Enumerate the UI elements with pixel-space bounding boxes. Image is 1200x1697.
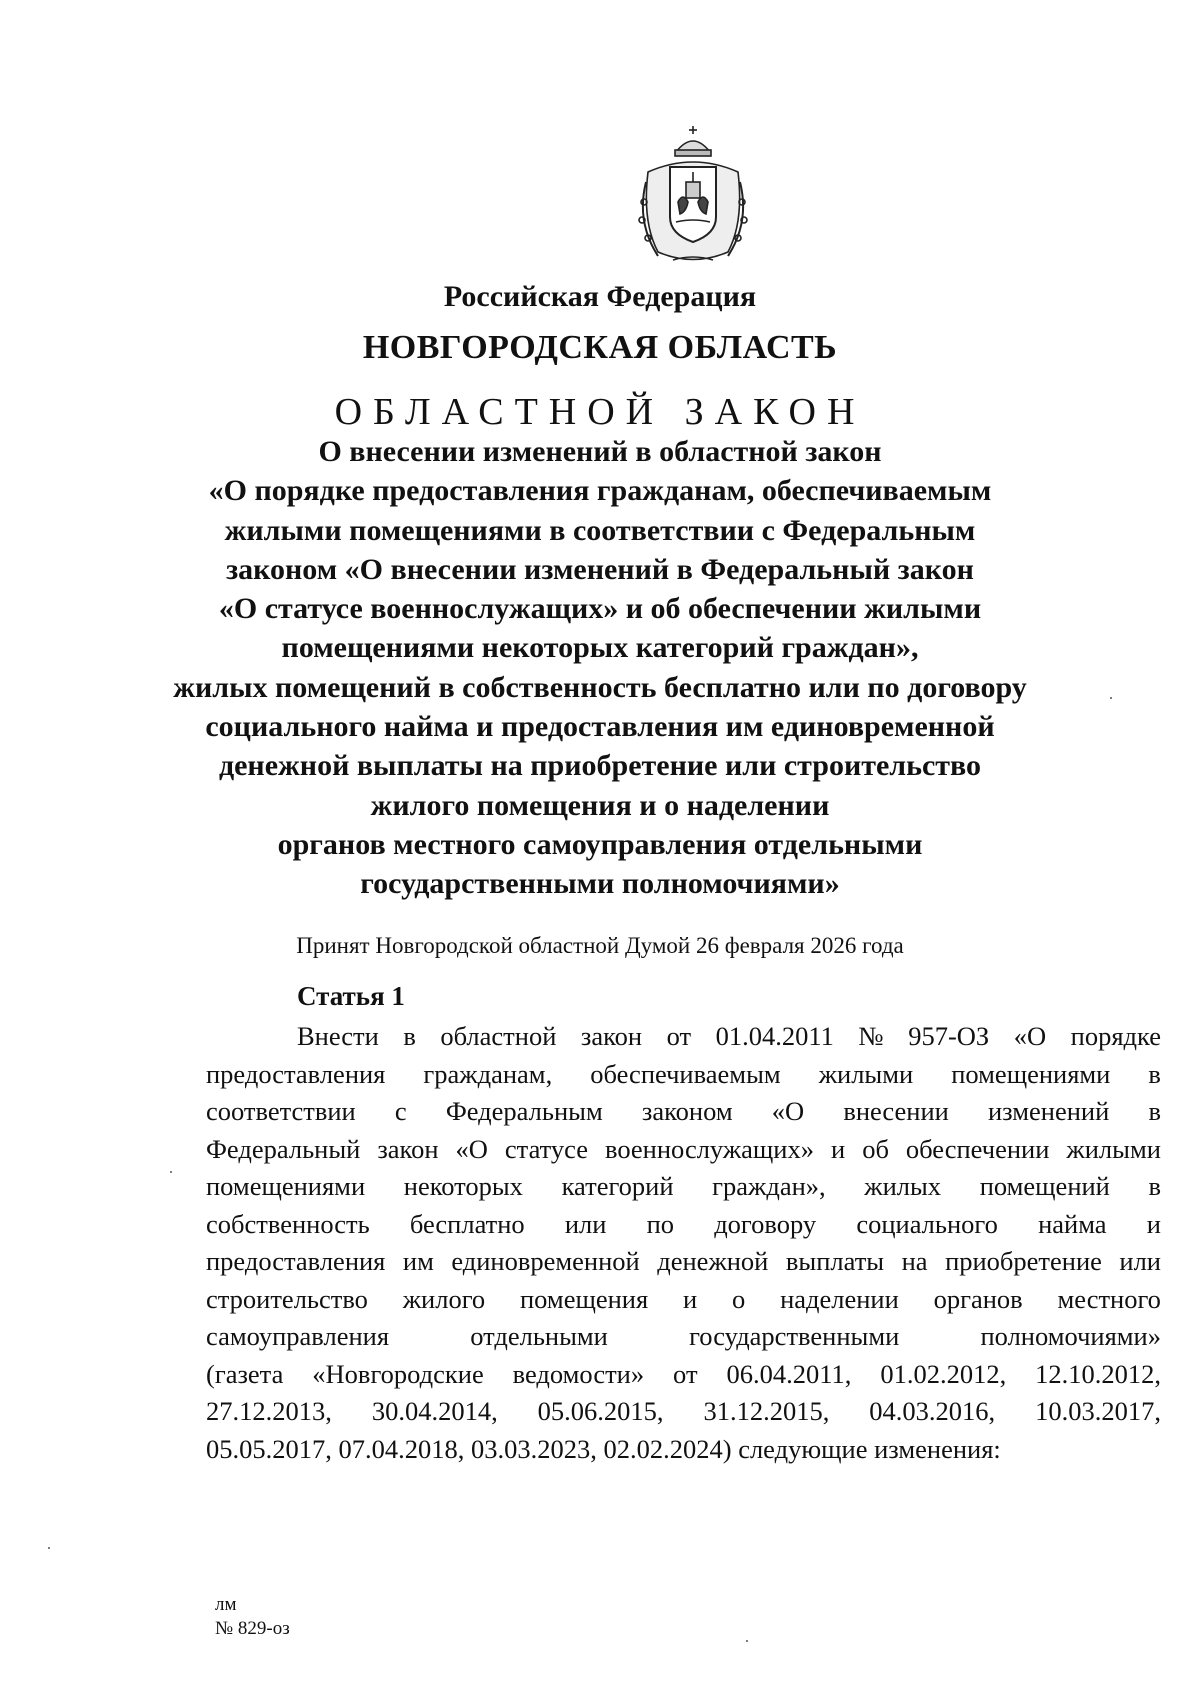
article-line: 05.05.2017, 07.04.2018, 03.03.2023, 02.02.2024) следующие изменения: [206, 1433, 1001, 1464]
word: предоставления [206, 1058, 386, 1089]
word: по [646, 1208, 675, 1239]
word: 30.04.2014, [371, 1396, 498, 1426]
word: бесплатно [409, 1208, 525, 1239]
coat-of-arms-icon [628, 122, 758, 267]
word: предоставления [206, 1246, 386, 1276]
word: категорий [561, 1171, 674, 1201]
word: об [862, 1133, 889, 1164]
word: местного [1057, 1283, 1161, 1314]
scan-speck [1110, 697, 1112, 699]
article-line [206, 1243, 1161, 1281]
word: с [394, 1096, 407, 1126]
word: от [673, 1358, 698, 1389]
word: от [666, 1021, 692, 1051]
word: 01.02.2012, [880, 1358, 1007, 1389]
word: 05.06.2015, [537, 1396, 664, 1426]
word: 10.03.2017, [1035, 1396, 1161, 1426]
word: «О [455, 1133, 488, 1164]
word: областной [440, 1021, 557, 1051]
title-line: денежной выплаты на приобретение или строительство [218, 749, 982, 783]
word: некоторых [403, 1171, 523, 1201]
word: закон [377, 1133, 439, 1164]
word: полномочиями» [980, 1321, 1161, 1351]
document-type-heading: ОБЛАСТНОЙ ЗАКОН [334, 391, 866, 433]
article-line [206, 1018, 1161, 1056]
word: в [1148, 1171, 1161, 1201]
word: в [403, 1021, 416, 1051]
word: законом [641, 1096, 733, 1126]
word: № [858, 1021, 884, 1051]
word: 957-ОЗ [908, 1021, 990, 1051]
title-line: «О статусе военнослужащих» и об обеспечении жилыми [218, 592, 982, 626]
title-line: жилого помещения и о наделении [370, 788, 830, 822]
word: гражданам, [423, 1058, 553, 1089]
executor-initials: лм [215, 1594, 237, 1615]
article-line [206, 1393, 1161, 1431]
word: о [732, 1283, 746, 1314]
title-line: законом «О внесении изменений в Федеральный закон [226, 552, 974, 586]
word: Федеральным [445, 1096, 603, 1126]
word: «О [1013, 1021, 1047, 1051]
adoption-note: Принят Новгородской областной Думой 26 февраля 2026 года [296, 933, 904, 958]
word: на [901, 1246, 928, 1276]
scan-speck [746, 1640, 748, 1642]
title-line: социального найма и предоставления им единовременной [205, 710, 995, 744]
article-line [206, 1356, 1161, 1394]
word: жилыми [1066, 1133, 1161, 1164]
word: изменений [987, 1096, 1110, 1126]
word: Внести [297, 1021, 379, 1051]
federation-heading: Российская Федерация [443, 280, 757, 313]
article-line [206, 1131, 1161, 1169]
article-line [206, 1206, 1161, 1244]
word: или [1119, 1246, 1161, 1276]
word: социального [856, 1208, 998, 1239]
word: обеспечиваемым [590, 1058, 781, 1089]
word: соответствии [206, 1096, 356, 1126]
word: 27.12.2013, [206, 1396, 332, 1426]
word: органов [933, 1283, 1023, 1314]
title-line: «О порядке предоставления гражданам, обеспечиваемым [208, 474, 992, 508]
word: 12.10.2012, [1035, 1358, 1161, 1389]
word: договору [714, 1208, 817, 1239]
word: найма [1038, 1208, 1107, 1239]
article-line [206, 1056, 1161, 1094]
word: наделении [780, 1283, 899, 1314]
word: и [831, 1133, 846, 1164]
word: помещений [979, 1171, 1110, 1201]
word: помещения [520, 1283, 649, 1314]
word: жилого [402, 1283, 486, 1314]
law-title [0, 432, 1200, 904]
word: денежной [657, 1246, 769, 1276]
word: обеспечении [905, 1133, 1050, 1164]
word: и [683, 1283, 698, 1314]
scan-speck [48, 1547, 50, 1549]
word: закон [580, 1021, 643, 1051]
word: выплаты [785, 1246, 885, 1276]
word: и [1146, 1208, 1161, 1239]
word: помещениями [951, 1058, 1111, 1089]
word: (газета [206, 1358, 284, 1389]
title-line: государственными полномочиями» [360, 867, 840, 901]
article-body [206, 1018, 1161, 1468]
title-line: жилых помещений в собственность бесплатно или по договору [173, 670, 1027, 704]
title-line: О внесении изменений в областной закон [318, 435, 882, 468]
word: внесении [843, 1096, 949, 1126]
word: им [402, 1246, 434, 1276]
word: 01.04.2011 [715, 1021, 834, 1051]
word: военнослужащих» [605, 1133, 814, 1164]
title-line: помещениями некоторых категорий граждан», [281, 631, 919, 665]
word: собственность [206, 1208, 370, 1239]
word: самоуправления [206, 1321, 390, 1351]
word: жилых [864, 1171, 942, 1201]
word: приобретение [945, 1246, 1102, 1276]
region-heading: НОВГОРОДСКАЯ ОБЛАСТЬ [362, 329, 838, 366]
article-line [206, 1318, 1161, 1356]
word: 31.12.2015, [703, 1396, 830, 1426]
article-line [206, 1168, 1161, 1206]
word: статусе [504, 1133, 588, 1164]
word: «О [771, 1096, 805, 1126]
word: строительство [206, 1283, 368, 1314]
article-heading: Статья 1 [297, 981, 405, 1011]
word: в [1148, 1058, 1161, 1089]
scan-speck [170, 1171, 172, 1173]
title-line: жилыми помещениями в соответствии с Федеральным [224, 513, 976, 547]
document-number: № 829-оз [215, 1618, 290, 1639]
word: «Новгородские [312, 1358, 484, 1389]
word: 06.04.2011, [726, 1358, 852, 1389]
word: граждан», [712, 1171, 826, 1201]
word: или [564, 1208, 607, 1239]
word: помещениями [206, 1171, 366, 1201]
word: 04.03.2016, [869, 1396, 996, 1426]
word: порядке [1070, 1021, 1161, 1051]
word: жилыми [818, 1058, 914, 1089]
title-line: органов местного самоуправления отдельными [277, 827, 923, 861]
word: в [1148, 1096, 1161, 1126]
word: Федеральный [206, 1133, 361, 1164]
word: отдельными [470, 1321, 608, 1351]
document-footer [215, 1593, 290, 1641]
word: государственными [689, 1321, 900, 1351]
article-line [206, 1281, 1161, 1319]
word: ведомости» [512, 1358, 645, 1389]
word: единовременной [451, 1246, 640, 1276]
article-line [206, 1093, 1161, 1131]
